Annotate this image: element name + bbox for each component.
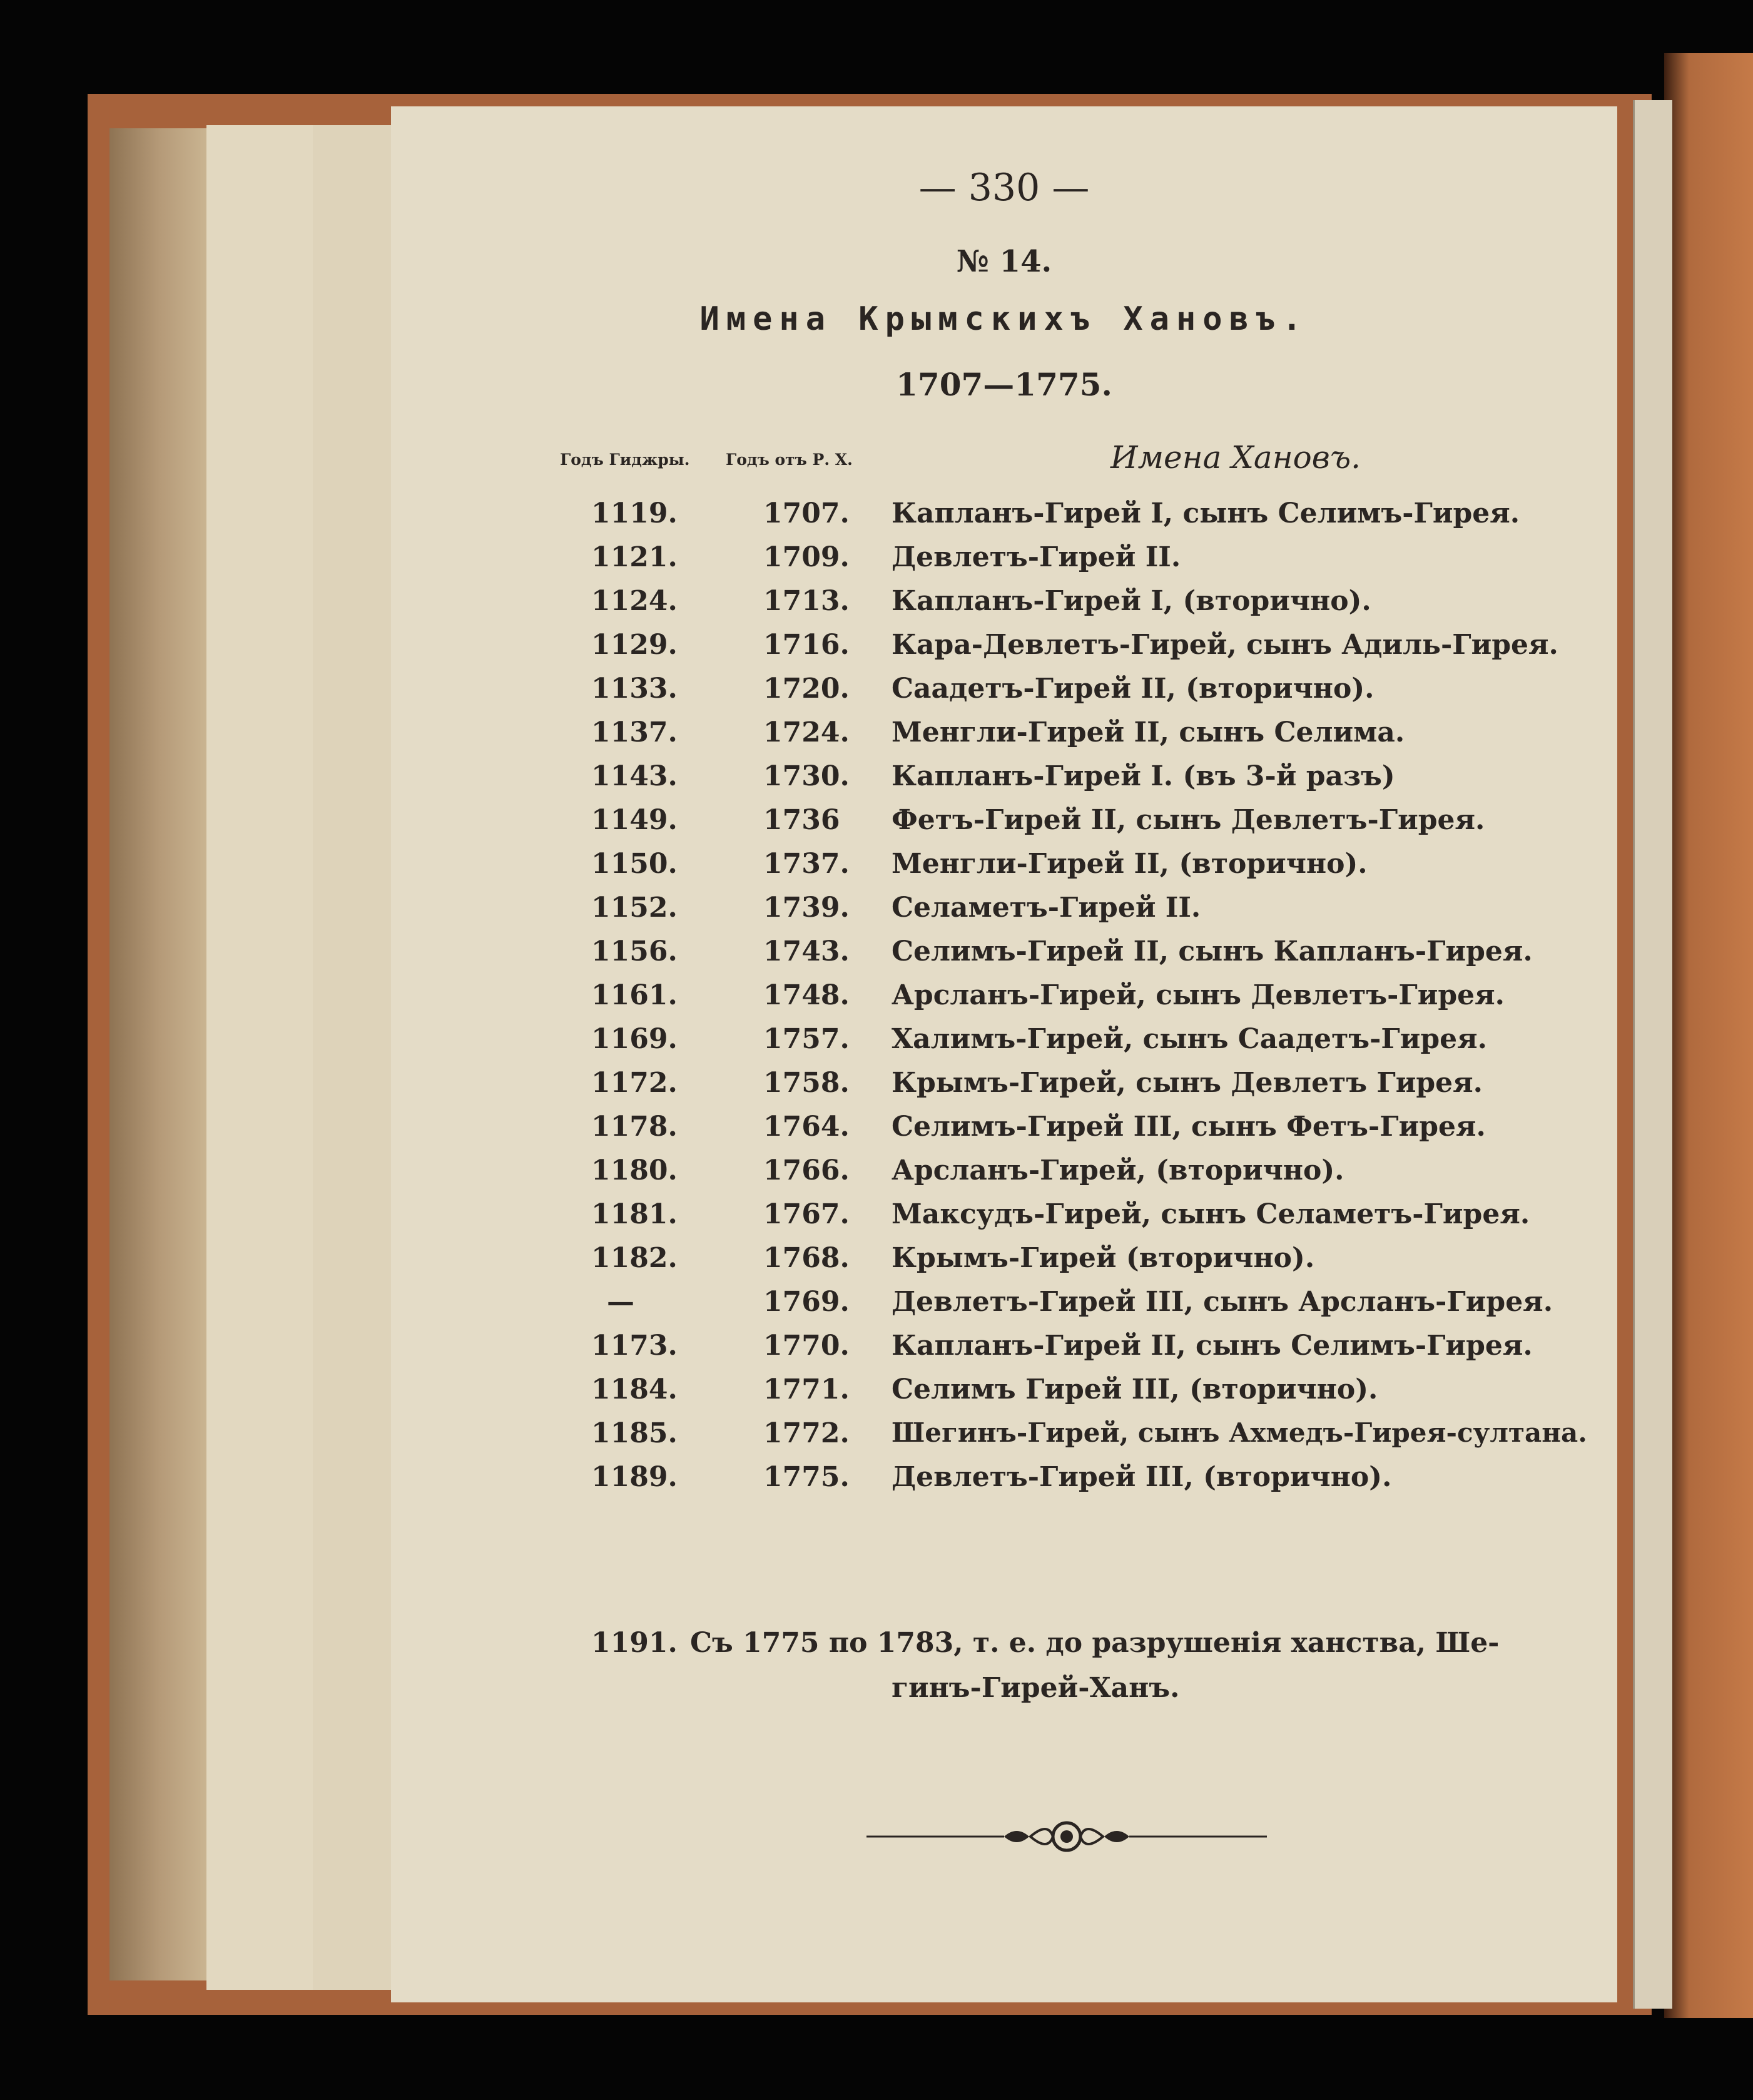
khan-name: Капланъ-Гирей I, сынъ Селимъ-Гирея.	[892, 497, 1520, 529]
final-reign-continuation: гинъ-Гирей-Ханъ.	[892, 1672, 1180, 1704]
ad-year: 1713.	[763, 585, 850, 617]
table-row	[391, 1023, 1617, 1067]
ad-year: 1709.	[763, 541, 850, 573]
ornament-divider	[866, 1818, 1267, 1855]
book-cover-edge	[1664, 53, 1753, 2018]
ad-year: 1770.	[763, 1330, 850, 1362]
table-row	[391, 1067, 1617, 1111]
ad-year: 1775.	[763, 1461, 850, 1493]
hijri-year: 1173.	[591, 1330, 678, 1362]
ad-year: 1767.	[763, 1198, 850, 1230]
document-number: № 14.	[956, 244, 1052, 279]
hijri-year: 1172.	[591, 1067, 678, 1099]
table-row	[391, 585, 1617, 629]
ad-year: 1737.	[763, 848, 850, 880]
ad-year: 1748.	[763, 979, 850, 1011]
khan-name: Шегинъ-Гирей, сынъ Ахмедъ-Гирея-султана.	[892, 1417, 1587, 1448]
hijri-year: 1169.	[591, 1023, 678, 1055]
khan-name: Капланъ-Гирей I, (вторично).	[892, 585, 1371, 617]
page-number: — 330 —	[918, 166, 1090, 210]
khan-name: Капланъ-Гирей II, сынъ Селимъ-Гирея.	[892, 1330, 1533, 1362]
hijri-year: 1133.	[591, 673, 678, 705]
hijri-year: 1150.	[591, 848, 678, 880]
hijri-year: 1149.	[591, 804, 678, 836]
ad-year: 1720.	[763, 673, 850, 705]
column-header-ad: Годъ отъ Р. Х.	[726, 451, 853, 469]
table-row	[391, 629, 1617, 673]
hijri-year: 1137.	[591, 716, 678, 748]
table-row	[391, 1198, 1617, 1242]
column-header-names: Имена Хановъ.	[1110, 439, 1361, 476]
table-row	[391, 1330, 1617, 1374]
table-row	[391, 1111, 1617, 1154]
khan-name: Селимъ Гирей III, (вторично).	[892, 1374, 1378, 1405]
table-row	[391, 541, 1617, 585]
hijri-year: 1181.	[591, 1198, 678, 1230]
ad-year: 1757.	[763, 1023, 850, 1055]
table-row	[391, 1374, 1617, 1417]
document-years: 1707—1775.	[896, 366, 1112, 403]
table-row	[391, 1242, 1617, 1286]
khan-name: Фетъ-Гирей II, сынъ Девлетъ-Гирея.	[892, 804, 1485, 836]
khan-name: Кара-Девлетъ-Гирей, сынъ Адиль-Гирея.	[892, 629, 1558, 661]
khan-name: Девлетъ-Гирей III, сынъ Арсланъ-Гирея.	[892, 1286, 1553, 1318]
khan-name: Менгли-Гирей II, (вторично).	[892, 848, 1368, 880]
ad-year: 1716.	[763, 629, 850, 661]
table-row	[391, 892, 1617, 935]
khan-name: Арсланъ-Гирей, (вторично).	[892, 1154, 1344, 1186]
khan-name: Девлетъ-Гирей III, (вторично).	[892, 1461, 1392, 1493]
table-row	[391, 935, 1617, 979]
table-row	[391, 497, 1617, 541]
khan-name: Селимъ-Гирей II, сынъ Капланъ-Гирея.	[892, 935, 1533, 967]
table-row	[391, 673, 1617, 716]
facing-page-edge	[1633, 100, 1672, 2009]
hijri-year: 1129.	[591, 629, 678, 661]
ad-year: 1764.	[763, 1111, 850, 1143]
ad-year: 1758.	[763, 1067, 850, 1099]
hijri-year: 1161.	[591, 979, 678, 1011]
table-row	[391, 848, 1617, 892]
khan-name: Капланъ-Гирей I. (въ 3-й разъ)	[892, 760, 1395, 792]
hijri-year: —	[607, 1286, 634, 1318]
page-block-edge	[109, 128, 210, 1980]
khan-name: Селимъ-Гирей III, сынъ Фетъ-Гирея.	[892, 1111, 1486, 1143]
ad-year: 1766.	[763, 1154, 850, 1186]
ad-year: 1730.	[763, 760, 850, 792]
khan-name: Менгли-Гирей II, сынъ Селима.	[892, 716, 1405, 748]
hijri-year: 1182.	[591, 1242, 678, 1274]
khan-name: Девлетъ-Гирей II.	[892, 541, 1181, 573]
book-page	[391, 106, 1617, 2002]
ad-year: 1739.	[763, 892, 850, 924]
hijri-year: 1178.	[591, 1111, 678, 1143]
hijri-year: 1180.	[591, 1154, 678, 1186]
table-row	[391, 1461, 1617, 1505]
hijri-year: 1185.	[591, 1417, 678, 1449]
khan-name: Селаметъ-Гирей II.	[892, 892, 1201, 924]
table-row	[391, 1417, 1617, 1461]
table-row	[391, 760, 1617, 804]
ad-year: 1769.	[763, 1286, 850, 1318]
document-title: Имена Крымскихъ Хановъ.	[699, 300, 1309, 338]
ad-year: 1736	[763, 804, 840, 836]
khan-name: Максудъ-Гирей, сынъ Селаметъ-Гирея.	[892, 1198, 1530, 1230]
hijri-year: 1184.	[591, 1374, 678, 1405]
table-row	[391, 979, 1617, 1023]
hijri-year: 1152.	[591, 892, 678, 924]
ad-year: 1772.	[763, 1417, 850, 1449]
table-row	[391, 716, 1617, 760]
hijri-year: 1121.	[591, 541, 678, 573]
column-header-hijri: Годъ Гиджры.	[560, 451, 690, 469]
table-row	[391, 804, 1617, 848]
ad-year: 1724.	[763, 716, 850, 748]
khan-name: Халимъ-Гирей, сынъ Саадетъ-Гирея.	[892, 1023, 1487, 1055]
khan-name: Крымъ-Гирей (вторично).	[892, 1242, 1315, 1274]
ad-year: 1707.	[763, 497, 850, 529]
ad-year: 1768.	[763, 1242, 850, 1274]
hijri-year: 1189.	[591, 1461, 678, 1493]
final-reign-text: Съ 1775 по 1783, т. е. до разрушенія ханства, Ше-	[690, 1627, 1500, 1659]
khan-name: Крымъ-Гирей, сынъ Девлетъ Гирея.	[892, 1067, 1483, 1099]
underlying-leaf	[206, 125, 319, 1990]
khan-name: Арсланъ-Гирей, сынъ Девлетъ-Гирея.	[892, 979, 1505, 1011]
ad-year: 1771.	[763, 1374, 850, 1405]
table-row	[391, 1154, 1617, 1198]
hijri-year: 1191.	[591, 1627, 678, 1659]
hijri-year: 1119.	[591, 497, 678, 529]
khan-name: Саадетъ-Гирей II, (вторично).	[892, 673, 1374, 705]
hijri-year: 1143.	[591, 760, 678, 792]
hijri-year: 1156.	[591, 935, 678, 967]
ad-year: 1743.	[763, 935, 850, 967]
table-row	[391, 1286, 1617, 1330]
hijri-year: 1124.	[591, 585, 678, 617]
